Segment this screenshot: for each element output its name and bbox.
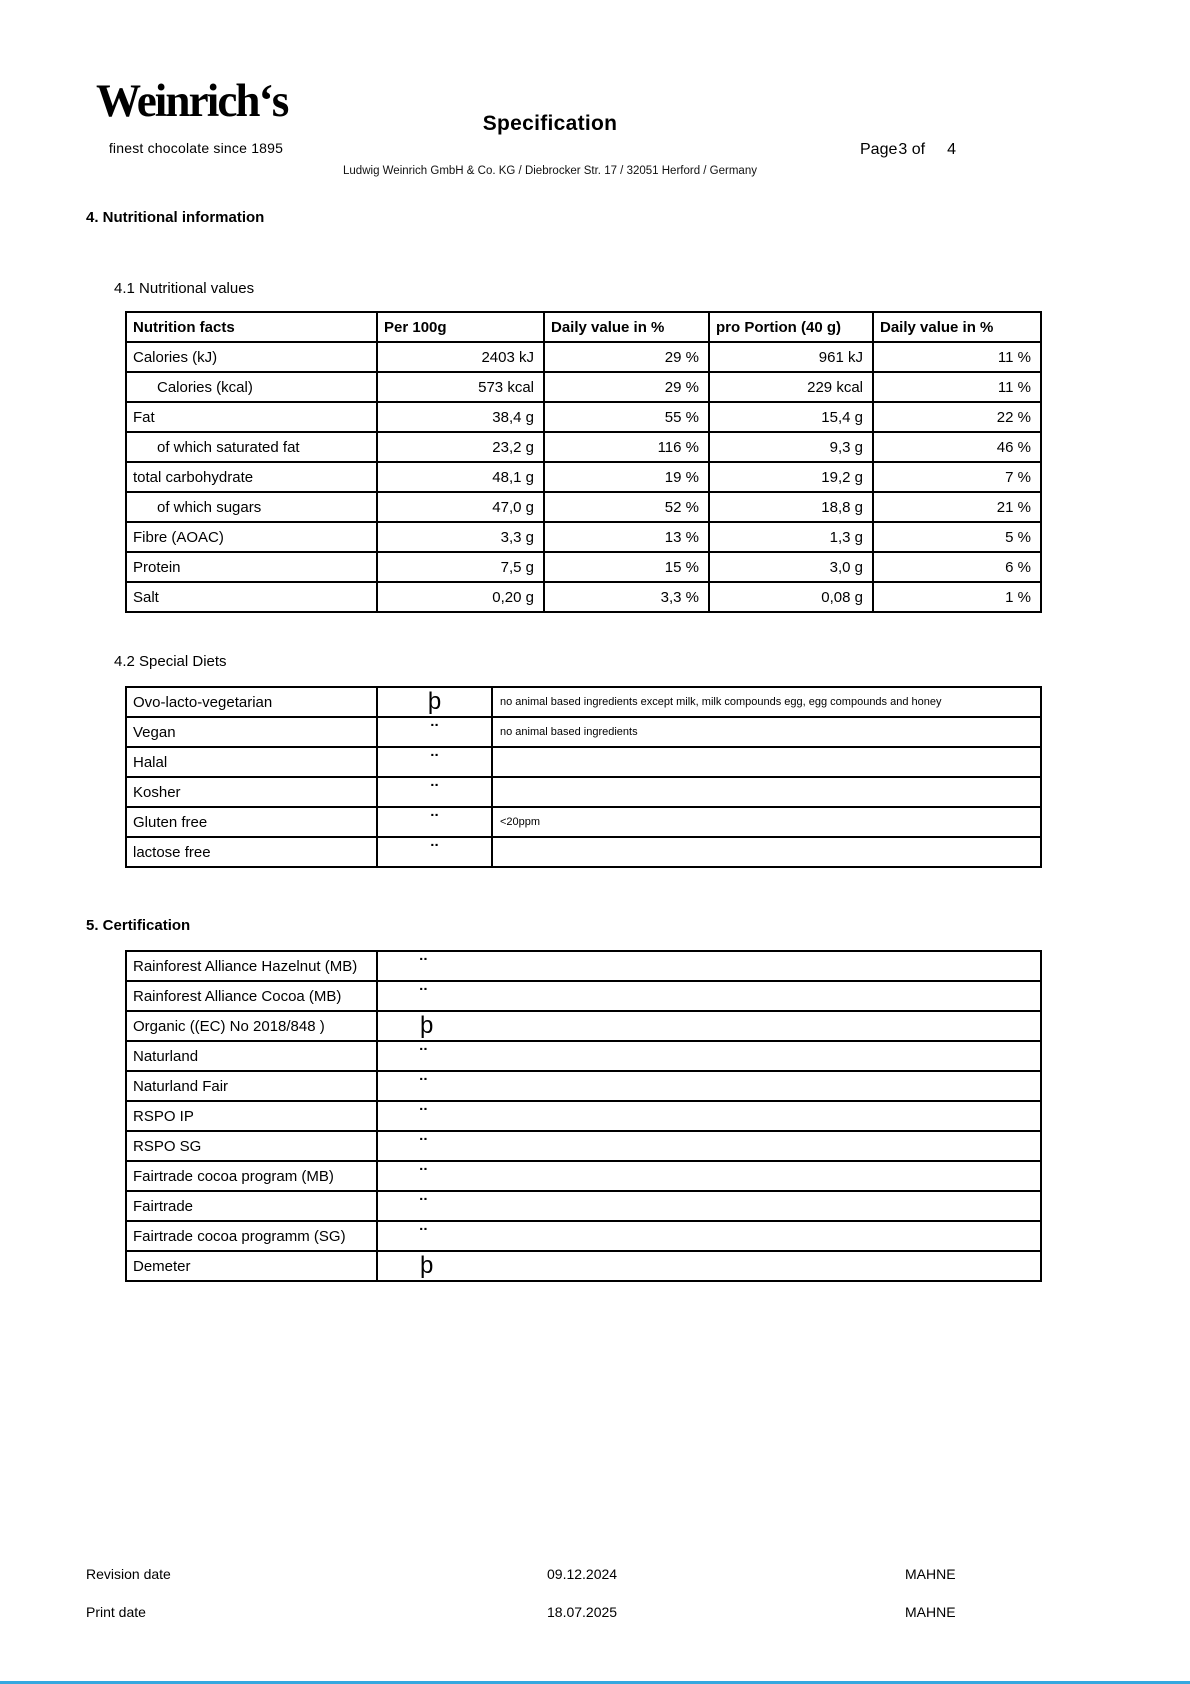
logo-brand-text: Weinrich‘s [95, 75, 288, 127]
nutrition-row [126, 582, 1041, 612]
nutrition-header-row [126, 312, 1041, 342]
certification-row [126, 1131, 1041, 1161]
diet-comment: no animal based ingredients except milk, milk compounds egg, egg compounds and honey [492, 687, 1041, 717]
value-per-portion: 961 kJ [709, 342, 873, 372]
diet-label: Vegan [126, 717, 377, 747]
daily-value-per-100g: 55 % [544, 402, 709, 432]
certification-label: Rainforest Alliance Cocoa (MB) [126, 981, 377, 1011]
company-address: Ludwig Weinrich GmbH & Co. KG / Diebrocker Str. 17 / 32051 Herford / Germany [343, 165, 757, 177]
diet-comment: no animal based ingredients [492, 717, 1041, 747]
daily-value-per-portion: 46 % [873, 432, 1041, 462]
certification-label: RSPO SG [126, 1131, 377, 1161]
diet-comment [492, 777, 1041, 807]
footer-print-row [0, 1604, 1190, 1622]
col-header-daily-value-1: Daily value in % [544, 312, 709, 342]
page-label: Page [860, 141, 898, 158]
diet-label: Kosher [126, 777, 377, 807]
value-per-portion: 1,3 g [709, 522, 873, 552]
diet-label: lactose free [126, 837, 377, 867]
section-4-heading: 4. Nutritional information [86, 209, 265, 226]
certification-row [126, 1221, 1041, 1251]
diet-label: Gluten free [126, 807, 377, 837]
diet-checkbox-mark: ¨ [377, 747, 492, 777]
value-per-portion: 3,0 g [709, 552, 873, 582]
certification-checkbox-mark: ¨ [377, 1131, 1041, 1161]
daily-value-per-100g: 19 % [544, 462, 709, 492]
certification-row [126, 951, 1041, 981]
certification-checkbox-mark: ¨ [377, 1191, 1041, 1221]
certification-row [126, 1071, 1041, 1101]
certification-label: Fairtrade cocoa programm (SG) [126, 1221, 377, 1251]
section-4-1-subheading: 4.1 Nutritional values [114, 280, 255, 297]
daily-value-per-100g: 29 % [544, 372, 709, 402]
daily-value-per-100g: 15 % [544, 552, 709, 582]
diet-label: Halal [126, 747, 377, 777]
certification-label: Naturland [126, 1041, 377, 1071]
nutrient-label: of which saturated fat [126, 432, 377, 462]
col-header-per-100g: Per 100g [377, 312, 544, 342]
nutrition-row [126, 372, 1041, 402]
certification-body [126, 951, 1041, 1281]
daily-value-per-100g: 13 % [544, 522, 709, 552]
value-per-100g: 38,4 g [377, 402, 544, 432]
diet-comment: <20ppm [492, 807, 1041, 837]
daily-value-per-100g: 29 % [544, 342, 709, 372]
diet-row [126, 807, 1041, 837]
daily-value-per-portion: 1 % [873, 582, 1041, 612]
certification-checkbox-mark: ¨ [377, 981, 1041, 1011]
value-per-portion: 15,4 g [709, 402, 873, 432]
page-indicator [860, 141, 956, 159]
diet-checkbox-mark: ¨ [377, 837, 492, 867]
daily-value-per-portion: 11 % [873, 372, 1041, 402]
certification-label: Organic ((EC) No 2018/848 ) [126, 1011, 377, 1041]
value-per-portion: 0,08 g [709, 582, 873, 612]
diet-comment [492, 837, 1041, 867]
diet-row [126, 747, 1041, 777]
certification-checkbox-mark: ¨ [377, 1101, 1041, 1131]
diet-row [126, 687, 1041, 717]
revision-date-value: 09.12.2024 [547, 1566, 618, 1582]
diet-comment [492, 747, 1041, 777]
value-per-100g: 7,5 g [377, 552, 544, 582]
page-current: 3 of [898, 141, 926, 158]
value-per-portion: 9,3 g [709, 432, 873, 462]
daily-value-per-portion: 5 % [873, 522, 1041, 552]
diet-checkbox-mark: ¨ [377, 807, 492, 837]
certification-label: Fairtrade [126, 1191, 377, 1221]
certification-label: Naturland Fair [126, 1071, 377, 1101]
value-per-100g: 0,20 g [377, 582, 544, 612]
value-per-100g: 47,0 g [377, 492, 544, 522]
nutrition-row [126, 432, 1041, 462]
certification-label: Rainforest Alliance Hazelnut (MB) [126, 951, 377, 981]
logo-tagline: finest chocolate since 1895 [108, 140, 284, 156]
col-header-daily-value-2: Daily value in % [873, 312, 1041, 342]
certification-row [126, 1161, 1041, 1191]
diet-row [126, 837, 1041, 867]
nutrition-row [126, 462, 1041, 492]
nutrient-label: Salt [126, 582, 377, 612]
value-per-portion: 229 kcal [709, 372, 873, 402]
daily-value-per-100g: 3,3 % [544, 582, 709, 612]
nutrition-table-body [126, 342, 1041, 612]
diet-checkbox-mark: þ [377, 687, 492, 717]
certification-checkbox-mark: þ [377, 1011, 1041, 1041]
certification-row [126, 1191, 1041, 1221]
diet-checkbox-mark: ¨ [377, 777, 492, 807]
value-per-100g: 48,1 g [377, 462, 544, 492]
nutrition-table [125, 311, 1042, 613]
nutrient-label: of which sugars [126, 492, 377, 522]
certification-label: RSPO IP [126, 1101, 377, 1131]
value-per-portion: 19,2 g [709, 462, 873, 492]
revision-author: MAHNE [905, 1566, 956, 1582]
certification-checkbox-mark: ¨ [377, 1161, 1041, 1191]
certification-checkbox-mark: ¨ [377, 1071, 1041, 1101]
certification-checkbox-mark: ¨ [377, 1221, 1041, 1251]
page-total: 4 [947, 141, 956, 158]
nutrient-label: Protein [126, 552, 377, 582]
daily-value-per-100g: 116 % [544, 432, 709, 462]
nutrition-row [126, 492, 1041, 522]
daily-value-per-portion: 21 % [873, 492, 1041, 522]
section-5-heading: 5. Certification [86, 917, 191, 934]
value-per-portion: 18,8 g [709, 492, 873, 522]
daily-value-per-portion: 6 % [873, 552, 1041, 582]
daily-value-per-portion: 7 % [873, 462, 1041, 492]
nutrition-row [126, 402, 1041, 432]
diet-row [126, 717, 1041, 747]
daily-value-per-portion: 11 % [873, 342, 1041, 372]
daily-value-per-100g: 52 % [544, 492, 709, 522]
value-per-100g: 2403 kJ [377, 342, 544, 372]
nutrient-label: Fat [126, 402, 377, 432]
document-title: Specification [482, 112, 618, 135]
nutrition-row [126, 342, 1041, 372]
special-diets-body [126, 687, 1041, 867]
col-header-nutrition-facts: Nutrition facts [126, 312, 377, 342]
certification-checkbox-mark: þ [377, 1251, 1041, 1281]
print-date-label: Print date [86, 1604, 146, 1620]
diet-label: Ovo-lacto-vegetarian [126, 687, 377, 717]
certification-table [125, 950, 1042, 1282]
nutrient-label: Calories (kJ) [126, 342, 377, 372]
footer-revision-row [0, 1566, 1190, 1584]
certification-row [126, 1011, 1041, 1041]
nutrition-row [126, 552, 1041, 582]
value-per-100g: 573 kcal [377, 372, 544, 402]
certification-checkbox-mark: ¨ [377, 1041, 1041, 1071]
nutrient-label: total carbohydrate [126, 462, 377, 492]
nutrient-label: Fibre (AOAC) [126, 522, 377, 552]
certification-checkbox-mark: ¨ [377, 951, 1041, 981]
value-per-100g: 23,2 g [377, 432, 544, 462]
certification-row [126, 981, 1041, 1011]
diet-row [126, 777, 1041, 807]
nutrient-label: Calories (kcal) [126, 372, 377, 402]
section-4-2-subheading: 4.2 Special Diets [114, 653, 227, 670]
daily-value-per-portion: 22 % [873, 402, 1041, 432]
certification-row [126, 1251, 1041, 1281]
certification-label: Demeter [126, 1251, 377, 1281]
special-diets-table [125, 686, 1042, 868]
certification-row [126, 1041, 1041, 1071]
revision-date-label: Revision date [86, 1566, 171, 1582]
print-date-value: 18.07.2025 [547, 1604, 618, 1620]
nutrition-row [126, 522, 1041, 552]
certification-row [126, 1101, 1041, 1131]
print-author: MAHNE [905, 1604, 956, 1620]
diet-checkbox-mark: ¨ [377, 717, 492, 747]
col-header-pro-portion: pro Portion (40 g) [709, 312, 873, 342]
certification-label: Fairtrade cocoa program (MB) [126, 1161, 377, 1191]
value-per-100g: 3,3 g [377, 522, 544, 552]
